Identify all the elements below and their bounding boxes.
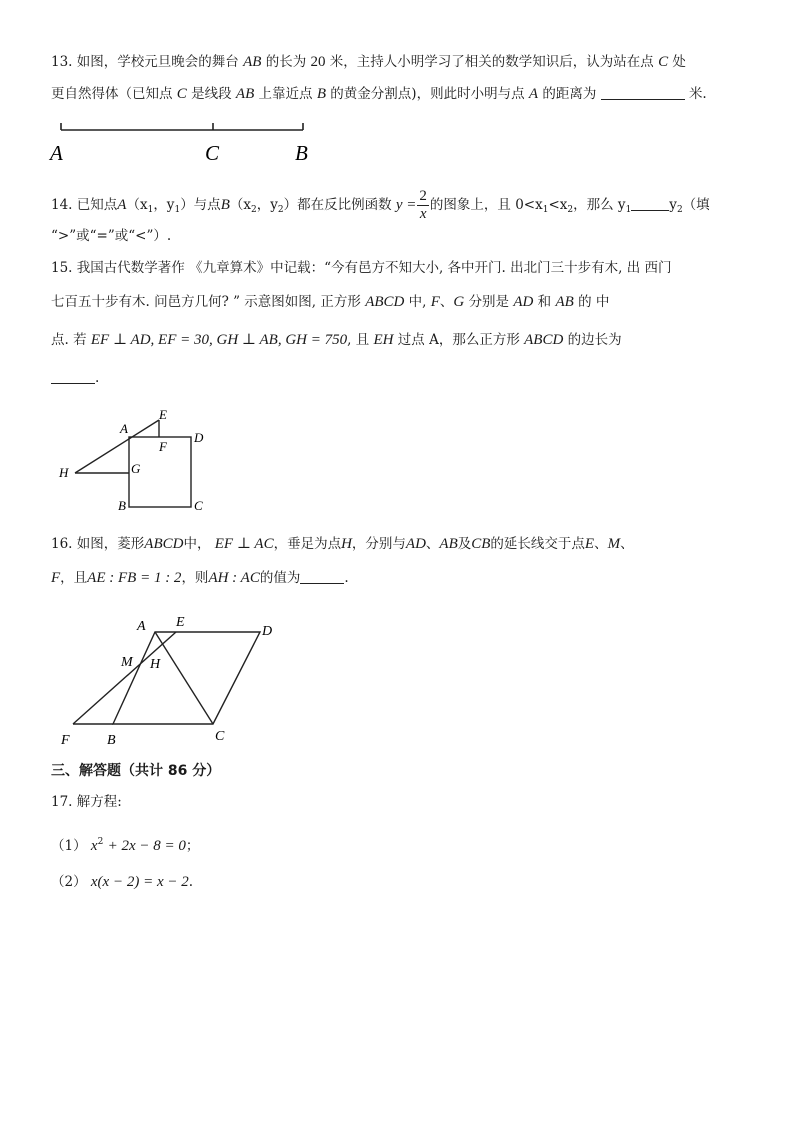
q14-line2: “>”或“=”或“<”）. [51, 228, 172, 244]
fraction-numerator: 2 [419, 188, 427, 204]
q13-text: 如图，学校元旦晚会的舞台 [76, 54, 239, 70]
q15-figure [55, 402, 225, 517]
q14-text: y [669, 197, 677, 213]
q15-segment-ad: AD [513, 294, 534, 310]
subscript: 1 [542, 205, 549, 215]
label-d: D [194, 430, 204, 445]
q13-line2 [51, 84, 707, 104]
q16-text: ，垂足为点 [273, 536, 342, 552]
q16-condition: EF ⊥ AC [214, 536, 274, 552]
label-a: A [137, 619, 146, 634]
q16-ask: AH : AC [208, 570, 260, 586]
q17-text: ； [185, 838, 200, 854]
q16-ratio: AE : FB = 1 : 2 [87, 570, 182, 586]
subscript: 1 [147, 205, 154, 215]
q13-number: 13. [51, 54, 73, 70]
q15-text: 中, [408, 294, 427, 310]
label-c: C [205, 141, 220, 165]
section-title: 三、解答题（共计 86 分） [51, 763, 221, 779]
q13-point-b: B [316, 86, 326, 102]
q15-condition: EF ⊥ AD, EF = 30, GH ⊥ AB, GH = 750 [90, 332, 348, 348]
q16-text: 的延长线交于点 [490, 536, 585, 552]
q15-line4 [51, 368, 99, 388]
q13-length: 20 [310, 54, 326, 70]
q17-title-line [51, 792, 122, 812]
q15-segment-ab: AB [555, 294, 574, 310]
q15-segment-eh: EH [373, 332, 394, 348]
q15-square: ABCD [365, 294, 405, 310]
q15-text: 和 [537, 294, 552, 310]
label-m: M [121, 655, 133, 670]
q16-point-h: H [341, 536, 352, 552]
q17-part-label: （2） [51, 874, 87, 890]
q13-point-c: C [658, 54, 669, 70]
q13-figure [50, 118, 320, 168]
q15-answer-blank[interactable] [51, 369, 95, 384]
q15-text: 点. 若 [51, 332, 87, 348]
q14-text: <x [548, 197, 568, 213]
label-h: H [150, 657, 161, 672]
subscript: 1 [174, 205, 181, 215]
label-c: C [215, 729, 225, 744]
diagonal-ac [155, 632, 213, 724]
q15-point-g: G [453, 294, 465, 310]
q17-number: 17. [51, 794, 73, 810]
q16-text: 的值为 [259, 570, 301, 586]
q16-answer-blank[interactable] [300, 569, 344, 584]
label-d: D [262, 624, 273, 639]
q13-text: 的距离为 [542, 86, 597, 102]
q16-figure [55, 610, 295, 750]
superscript: 2 [97, 837, 104, 847]
q14-text: ）都在反比例函数 [283, 197, 392, 213]
q14-text: ，那么 y [573, 197, 626, 213]
q13-text: 处 [672, 54, 686, 70]
q14-text: 已知点 [76, 197, 118, 213]
q16-text: 、 [594, 536, 608, 552]
q16-segment-ab: AB [439, 536, 458, 552]
q14-fraction [417, 188, 429, 223]
q14-text: ）与点 [180, 197, 221, 213]
label-b: B [118, 498, 126, 513]
q16-text: 、 [425, 536, 440, 552]
q16-segment-cb: CB [471, 536, 491, 552]
q13-text: 是线段 [191, 86, 232, 102]
label-f: F [61, 733, 70, 748]
subscript: 2 [676, 205, 683, 215]
q15-text: 七百五十步有木. 问邑方几何? ” 示意图如图, 正方形 [51, 294, 361, 310]
q16-segment-ad: AD [405, 536, 426, 552]
q16-point-f: F [51, 570, 61, 586]
q16-text: . [344, 570, 349, 586]
q16-line1 [51, 534, 634, 554]
label-f: F [159, 439, 167, 454]
q13-text: 米，主持人小明学习了相关的数学知识后，认为站在点 [329, 54, 654, 70]
q14-line1 [51, 188, 710, 223]
subscript: 2 [567, 205, 574, 215]
label-c: C [194, 498, 203, 513]
q15-text: . [95, 370, 100, 386]
q14-text: （x [126, 197, 148, 213]
q13-answer-blank[interactable] [601, 85, 685, 100]
q16-point-m: M [607, 536, 621, 552]
q15-text: 过点 A，那么正方形 [397, 332, 520, 348]
subscript: 1 [625, 205, 632, 215]
q15-text: , 且 [347, 332, 370, 348]
rhombus-abcd [113, 632, 260, 724]
q16-line2 [51, 568, 349, 588]
q16-text: ，则 [181, 570, 209, 586]
q13-text: 的黄金分割点)，则此时小明与点 [330, 86, 525, 102]
q13-text: 更自然得体（已知点 [51, 86, 173, 102]
q14-text: （x [229, 197, 251, 213]
q13-segment-ab: AB [243, 54, 262, 70]
segment-ef [73, 632, 176, 724]
q17-p1-variable: x [90, 838, 98, 854]
q16-text: 中， [183, 536, 211, 552]
label-g: G [131, 461, 141, 476]
q16-text: ，分别与 [351, 536, 406, 552]
q16-text: 如图，菱形 [76, 536, 145, 552]
q13-text: 米. [688, 86, 707, 102]
q14-number: 14. [51, 197, 73, 213]
q16-point-e: E [584, 536, 595, 552]
q15-square: ABCD [524, 332, 564, 348]
subscript: 2 [250, 205, 257, 215]
q15-text: 我国古代数学著作 《九章算术》中记载：“今有邑方不知大小, 各中开门. 出北门三十步有木, 出 西门 [76, 260, 672, 276]
q14-point-b: B [220, 197, 230, 213]
q14-text: 的图象上，且 0<x [429, 197, 543, 213]
label-e: E [159, 407, 167, 422]
q15-point-f: F [430, 294, 440, 310]
q17-p2-equation: x(x − 2) = x − 2 [90, 874, 189, 890]
subscript: 2 [277, 205, 284, 215]
q16-text: ，且 [60, 570, 88, 586]
q13-text: 上靠近点 [258, 86, 313, 102]
q13-text: 的长为 [265, 54, 307, 70]
q17-part1 [51, 832, 199, 856]
q13-segment-ab: AB [235, 86, 255, 102]
segment-eh [75, 420, 159, 473]
q17-text: . [188, 874, 194, 890]
q17-part2 [51, 872, 193, 892]
q16-number: 16. [51, 536, 73, 552]
q13-point-c: C [176, 86, 187, 102]
q15-line3 [51, 330, 622, 350]
q17-p1-equation: + 2x − 8 = 0 [107, 838, 186, 854]
q13-line1 [51, 52, 686, 72]
q16-rhombus: ABCD [144, 536, 184, 552]
q15-text: 的 中 [578, 294, 610, 310]
q14-text: ，y [256, 197, 278, 213]
q15-line2 [51, 292, 609, 312]
label-b: B [295, 141, 308, 165]
q17-part-label: （1） [51, 838, 87, 854]
q14-text: ，y [153, 197, 175, 213]
q15-number: 15. [51, 260, 73, 276]
q14-point-a: A [117, 197, 127, 213]
label-b: B [107, 733, 116, 748]
q16-text: 、 [620, 536, 634, 552]
label-h: H [59, 465, 69, 480]
label-a: A [120, 421, 128, 436]
q15-text: 、 [439, 294, 454, 310]
q17-title: 解方程: [76, 794, 122, 810]
q13-point-a: A [528, 86, 539, 102]
q14-answer-blank[interactable] [631, 196, 669, 211]
q15-text: 分别是 [468, 294, 510, 310]
q16-text: 及 [457, 536, 472, 552]
label-a: A [50, 141, 63, 165]
fraction-denominator: x [419, 206, 427, 222]
label-e: E [176, 615, 185, 630]
q15-text: 的边长为 [567, 332, 622, 348]
q14-text: （填 [682, 197, 710, 213]
q15-line1 [51, 258, 672, 278]
q14-function-lhs: y = [395, 197, 417, 213]
